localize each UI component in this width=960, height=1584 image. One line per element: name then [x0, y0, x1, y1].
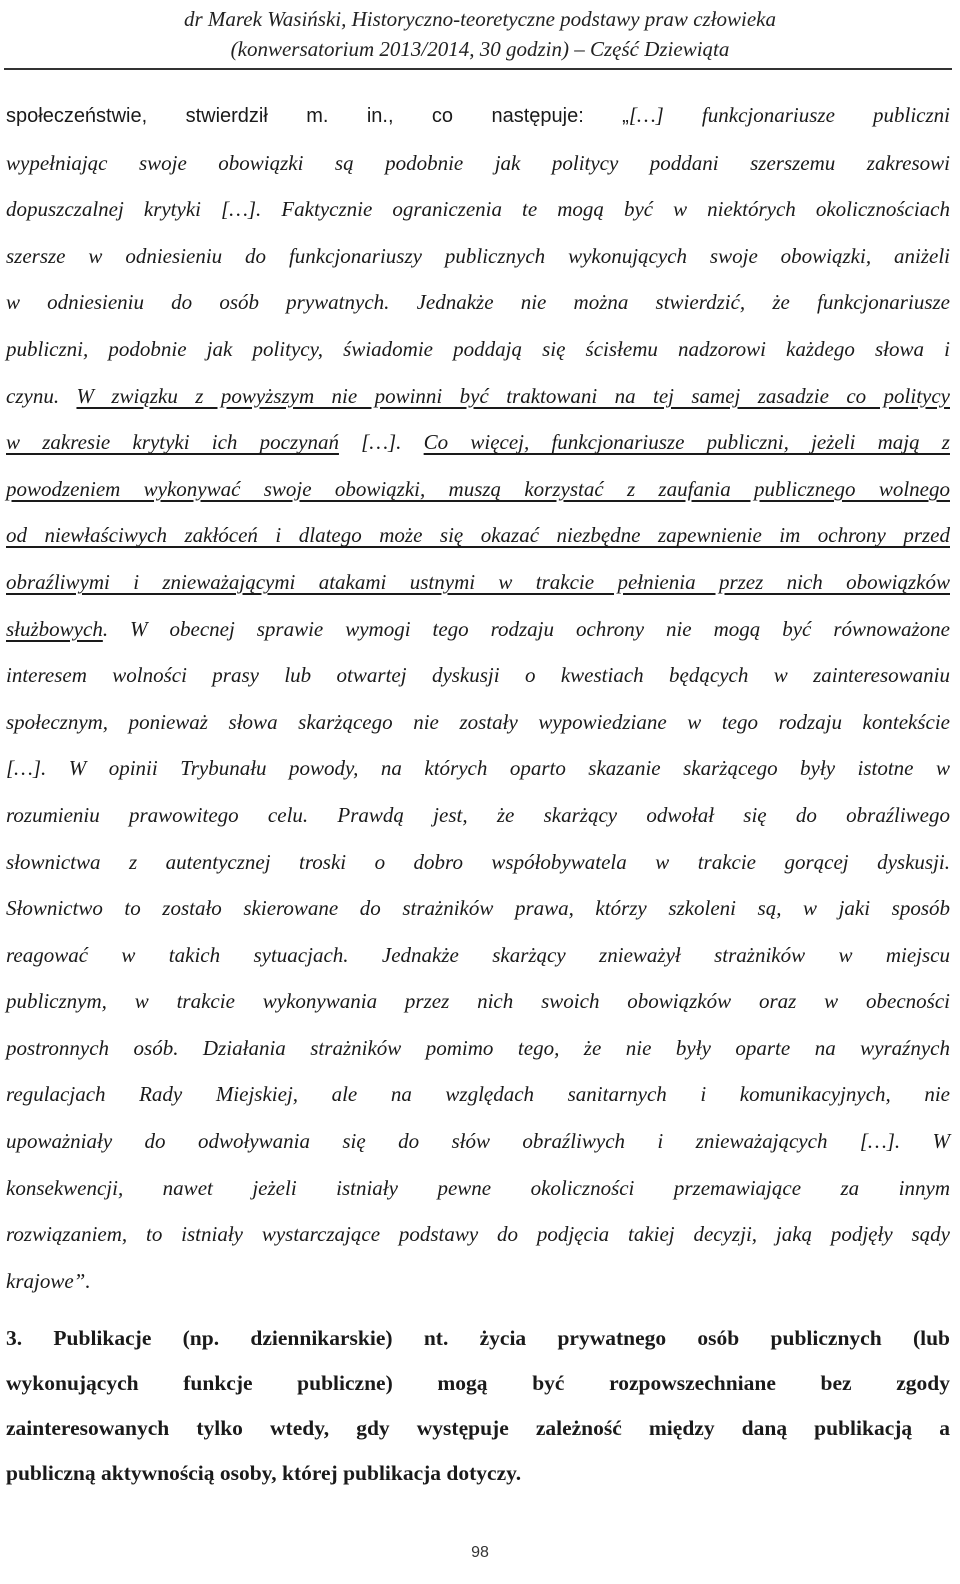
text-line: rozwiązaniem, to istniały wystarczające podstawy do podjęcia takiej decyzji, jaką podjęły sądy [6, 1222, 950, 1247]
text-line: czynu. W związku z powyższym nie powinni być traktowani na tej samej zasadzie co politycy [6, 383, 950, 408]
header-title: dr Marek Wasiński, Historyczno-teoretyczne podstawy praw człowieka [184, 7, 776, 31]
text-line: służbowych. W obecnej sprawie wymogi tego rodzaju ochrony nie mogą być równoważone [6, 616, 950, 641]
text-line: regulacjach Rady Miejskiej, ale na względach sanitarnych i komunikacyjnych, nie [6, 1082, 950, 1107]
section-line: wykonujących funkcje publiczne) mogą być rozpowszechniane bez zgody [6, 1371, 950, 1395]
underlined-text: służbowych [6, 616, 103, 641]
underlined-text-line: powodzeniem wykonywać swoje obowiązki, muszą korzystać z zaufania publicznego wolnego [6, 476, 950, 501]
text-line: konsekwencji, nawet jeżeli istniały pewne okoliczności przemawiające za innym [6, 1175, 950, 1200]
section-line: publiczną aktywnością osoby, której publikacja dotyczy. [6, 1461, 522, 1485]
text-line: Słownictwo to zostało skierowane do strażników prawa, którzy szkoleni są, w jaki sposób [6, 896, 950, 921]
page-number: 98 [471, 1544, 489, 1561]
header-subtitle: (konwersatorium 2013/2014, 30 godzin) – Część Dziewiąta [230, 37, 730, 61]
header-divider [4, 68, 952, 70]
section-3-heading [6, 1316, 950, 1496]
text-line: […]. W opinii Trybunału powody, na których oparto skazanie skarżącego były istotne w [6, 756, 950, 781]
text-line: postronnych osób. Działania strażników pomimo tego, że nie były oparte na wyraźnych [6, 1035, 950, 1060]
text-line: wypełniając swoje obowiązki są podobnie jak politycy poddani szerszemu zakresowi [6, 150, 950, 175]
text-line: słownictwa z autentycznej troski o dobro współobywatela w trakcie gorącej dyskusji. [6, 849, 950, 874]
underlined-text: W związku z powyższym nie powinni być traktowani na tej samej zasadzie co politycy [76, 383, 950, 408]
underlined-text-line: od niewłaściwych zakłóceń i dlatego może się okazać niezbędne zapewnienie im ochrony przed [6, 523, 950, 548]
underlined-text-line: obraźliwymi i znieważającymi atakami ustnymi w trakcie pełnienia przez nich obowiązków [6, 569, 950, 594]
underlined-text: Co więcej, funkcjonariusze publiczni, jeżeli mają z [423, 430, 950, 455]
text-line: reagować w takich sytuacjach. Jednakże skarżący znieważył strażników w miejscu [6, 942, 950, 967]
page-header [0, 4, 960, 64]
text-line: publicznym, w trakcie wykonywania przez nich swoich obowiązków oraz w obecności [6, 989, 950, 1014]
section-line: zainteresowanych tylko wtedy, gdy występuje zależność między daną publikacją a [6, 1416, 950, 1440]
quoted-paragraph [6, 92, 950, 1304]
text-line: w zakresie krytyki ich poczynań […]. Co więcej, funkcjonariusze publiczni, jeżeli mają z [6, 430, 950, 455]
text-line: rozumieniu prawowitego celu. Prawdą jest, że skarżący odwołał się do obraźliwego [6, 802, 950, 827]
text-line: interesem wolności prasy lub otwartej dyskusji o kwestiach będących w zainteresowaniu [6, 663, 950, 688]
text-line: społeczeństwie, stwierdził m. in., co następuje: „[…] funkcjonariusze publiczni [6, 103, 951, 127]
text-line: w odniesieniu do osób prywatnych. Jednakże nie można stwierdzić, że funkcjonariusze [6, 290, 950, 315]
text-line: szersze w odniesieniu do funkcjonariuszy publicznych wykonujących swoje obowiązki, aniżeli [6, 243, 950, 268]
underlined-text: w zakresie krytyki ich poczynań [6, 430, 339, 455]
text-line: krajowe”. [6, 1268, 91, 1293]
text-line: dopuszczalnej krytyki […]. Faktycznie ograniczenia te mogą być w niektórych okolicznościach [6, 197, 950, 222]
text-line: publiczni, podobnie jak politycy, świadomie poddają się ścisłemu nadzorowi każdego słowa i [6, 336, 950, 361]
text-line: społecznym, ponieważ słowa skarżącego nie zostały wypowiedziane w tego rodzaju kontekście [6, 709, 950, 734]
section-line: 3. Publikacje (np. dziennikarskie) nt. życia prywatnego osób publicznych (lub [6, 1326, 950, 1350]
text-line: upoważniały do odwoływania się do słów obraźliwych i znieważających […]. W [6, 1129, 950, 1154]
